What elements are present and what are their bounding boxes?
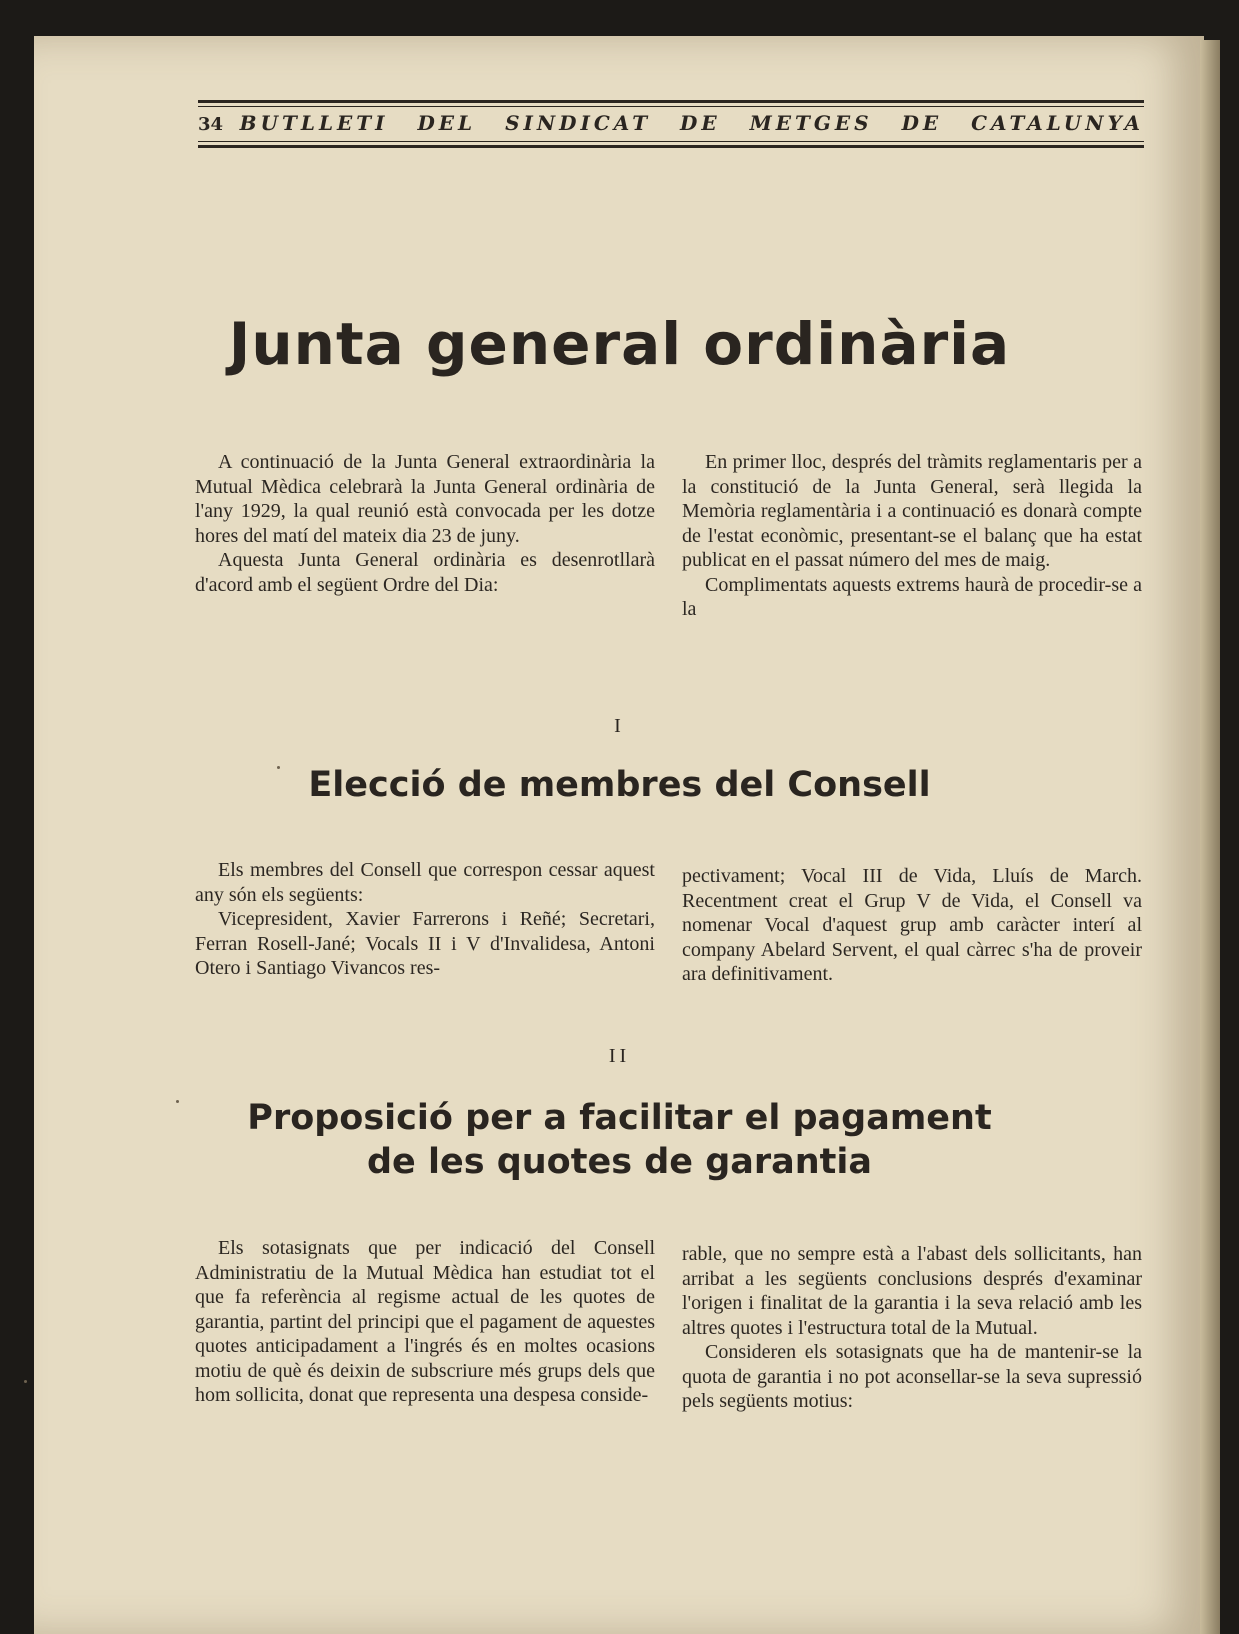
section-title: Proposició per a facilitar el pagament bbox=[247, 1098, 992, 1138]
section1-right-column bbox=[682, 864, 1142, 987]
paragraph: Complimentats aquests extrems haurà de procedir-se a la bbox=[682, 573, 1142, 620]
journal-title: BUTLLETI DEL SINDICAT DE METGES DE CATALUNYA bbox=[239, 111, 1144, 135]
section1-left-column bbox=[195, 858, 655, 981]
paper-speck bbox=[176, 1100, 179, 1103]
header-rule bbox=[198, 145, 1144, 148]
paragraph: rable, que no sempre està a l'abast dels sollicitants, han arribat a les següents conclusions després d'examinar l'origen i finalitat de la garantia i la seva relació amb les altres quotes i l'estructura total de la Mutual. bbox=[682, 1243, 1142, 1339]
section2-right-column bbox=[682, 1242, 1142, 1414]
paragraph: En primer lloc, després del tràmits reglamentaris per a la constitució de la Junta General, serà llegida la Memòria reglamentària i a continuació es donarà compte de l'estat econòmic, presentant-se el balanç que ha estat publicat en el passat número del mes de maig. bbox=[682, 451, 1142, 571]
page-edge bbox=[1200, 40, 1220, 1634]
section-title: de les quotes de garantia bbox=[366, 1142, 873, 1182]
page-number: 34 bbox=[198, 114, 224, 135]
intro-right-column bbox=[682, 450, 1142, 622]
paragraph: Els membres del Consell que correspon cessar aquest any són els següents: bbox=[195, 859, 655, 906]
intro-left-column bbox=[195, 450, 655, 597]
paragraph: A continuació de la Junta General extraordinària la Mutual Mèdica celebrarà la Junta General ordinària de l'any 1929, la qual reunió està convocada per les dotze hores del matí del mateix dia 23 de juny. bbox=[195, 451, 655, 547]
paragraph: Aquesta Junta General ordinària es desenrotllarà d'acord amb el següent Ordre del Dia: bbox=[195, 549, 655, 596]
section-title: Elecció de membres del Consell bbox=[308, 765, 931, 805]
paragraph: Els sotasignats que per indicació del Consell Administratiu de la Mutual Mèdica han estudiat tot el que fa referència al regisme actual de les quotes de garantia, partint del principi que el pagament de aquestes quotes anticipadament a l'ingrés és en moltes ocasions motiu de què és deixin de subscriure més grups dels que hom sollicita, donat que representa una despesa conside- bbox=[195, 1237, 655, 1406]
section-numeral: I bbox=[614, 715, 625, 737]
paragraph: Vicepresident, Xavier Farrerons i Reñé; Secretari, Ferran Rosell-Jané; Vocals II i V d'Invalidesa, Antoni Otero i Santiago Vivancos res- bbox=[195, 908, 655, 979]
header-rule bbox=[198, 141, 1144, 142]
paragraph: Consideren els sotasignats que ha de mantenir-se la quota de garantia i no pot aconsellar-se la seva supressió pels següents motius: bbox=[682, 1341, 1142, 1412]
paper-speck bbox=[24, 1380, 27, 1383]
main-title: Junta general ordinària bbox=[228, 310, 1011, 378]
header-rule bbox=[198, 100, 1144, 103]
paper-speck bbox=[277, 766, 280, 769]
running-header bbox=[198, 100, 1144, 148]
section-numeral: II bbox=[608, 1045, 631, 1067]
section2-left-column bbox=[195, 1236, 655, 1408]
paragraph: pectivament; Vocal III de Vida, Lluís de March. Recentment creat el Grup V de Vida, el Consell va nomenar Vocal d'aquest grup amb caràcter interí al company Abelard Servent, el qual càrrec s'ha de proveir ara definitivament. bbox=[682, 865, 1142, 985]
